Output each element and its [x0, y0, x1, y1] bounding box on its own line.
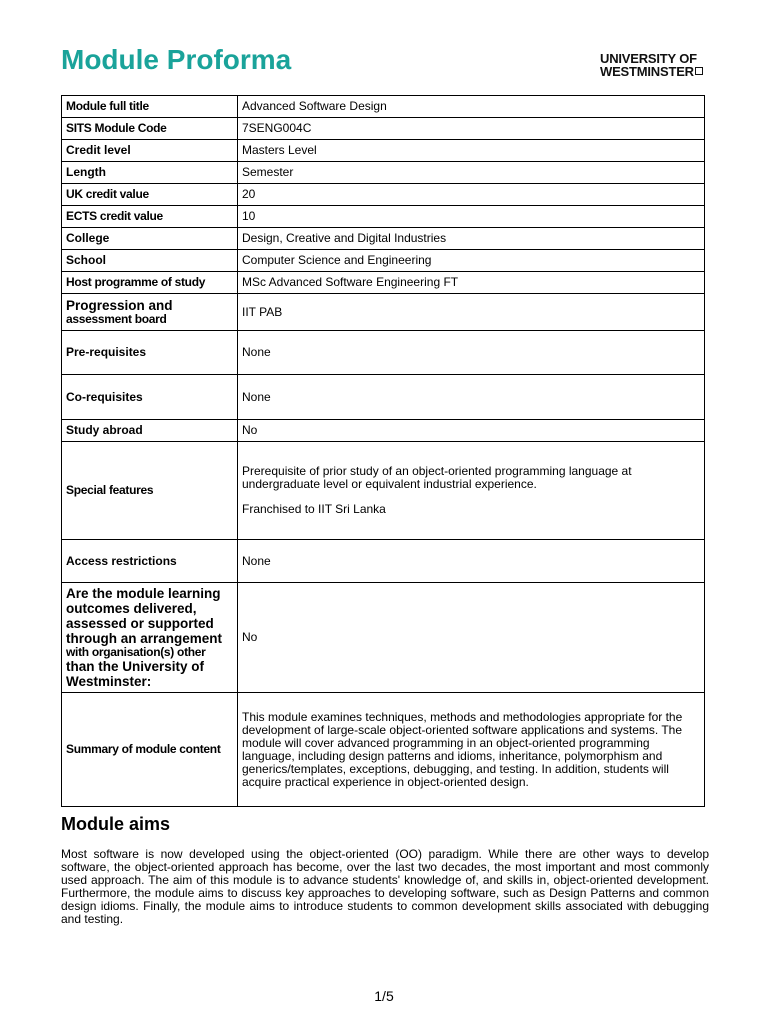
- crest-icon: [695, 67, 703, 75]
- table-row: [62, 228, 705, 250]
- row-label: UK credit value: [62, 184, 238, 206]
- row-value: Design, Creative and Digital Industries: [238, 228, 705, 250]
- logo-line-2: WESTMINSTER: [600, 65, 703, 78]
- row-value: 10: [238, 206, 705, 228]
- row-label: School: [62, 250, 238, 272]
- row-label: Credit level: [62, 140, 238, 162]
- table-row: [62, 331, 705, 375]
- logo-line-1: UNIVERSITY OF: [600, 51, 697, 66]
- row-value: No: [238, 420, 705, 442]
- row-value: Computer Science and Engineering: [238, 250, 705, 272]
- row-value: Prerequisite of prior study of an object-oriented programming language at undergraduate level or equivalent industrial experience. Franchised to IIT Sri Lanka: [238, 442, 705, 540]
- row-label: Progression and assessment board: [62, 294, 238, 331]
- table-row: [62, 250, 705, 272]
- table-row: [62, 96, 705, 118]
- row-label: Access restrictions: [62, 540, 238, 583]
- table-row: [62, 162, 705, 184]
- row-value: MSc Advanced Software Engineering FT: [238, 272, 705, 294]
- row-value: This module examines techniques, methods and methodologies appropriate for the development of large-scale object-oriented software applications and systems. The module will cover advanced programming in an object-oriented programming language, including design patterns and idioms, inheritance, polymorphism and generics/templates, exceptions, debugging, and testing. In addition, students will acquire practical experience in object-oriented design.: [238, 693, 705, 807]
- row-value: 20: [238, 184, 705, 206]
- row-value: Masters Level: [238, 140, 705, 162]
- university-logo: [600, 52, 703, 78]
- table-row: [62, 442, 705, 540]
- row-label: College: [62, 228, 238, 250]
- row-label: Pre-requisites: [62, 331, 238, 375]
- row-label: Length: [62, 162, 238, 184]
- table-row: [62, 294, 705, 331]
- row-value: None: [238, 375, 705, 420]
- row-label: Summary of module content: [62, 693, 238, 807]
- table-row: [62, 693, 705, 807]
- table-row: [62, 420, 705, 442]
- row-label: Module full title: [62, 96, 238, 118]
- page-title: Module Proforma: [61, 44, 292, 75]
- table-row: [62, 375, 705, 420]
- row-label: SITS Module Code: [62, 118, 238, 140]
- row-label: Study abroad: [62, 420, 238, 442]
- row-value: None: [238, 331, 705, 375]
- table-row: [62, 583, 705, 693]
- row-value: No: [238, 583, 705, 693]
- table-row: [62, 118, 705, 140]
- table-row: [62, 140, 705, 162]
- page-number: 1/5: [374, 988, 394, 1004]
- table-row: [62, 272, 705, 294]
- row-value: Semester: [238, 162, 705, 184]
- table-row: [62, 206, 705, 228]
- row-label: ECTS credit value: [62, 206, 238, 228]
- row-value: 7SENG004C: [238, 118, 705, 140]
- row-value: None: [238, 540, 705, 583]
- row-label: Are the module learning outcomes delivered, assessed or supported through an arrangement with organisation(s) other than the University of Westminster:: [62, 583, 238, 693]
- row-value: Advanced Software Design: [238, 96, 705, 118]
- row-label: Host programme of study: [62, 272, 238, 294]
- row-value: IIT PAB: [238, 294, 705, 331]
- row-label: Co-requisites: [62, 375, 238, 420]
- table-row: [62, 540, 705, 583]
- row-label: Special features: [62, 442, 238, 540]
- module-details-table: [61, 95, 705, 807]
- module-aims-text: Most software is now developed using the object-oriented (OO) paradigm. While there are other ways to develop software, the object-oriented approach has become, over the last two decades, the most important and most commonly used approach. The aim of this module is to advance students' knowledge of, and skills in, object-oriented development. Furthermore, the module aims to discuss key approaches to developing software, such as Design Patterns and common design idioms. Finally, the module aims to introduce students to common development skills associated with debugging and testing.: [61, 847, 709, 926]
- module-aims-heading: Module aims: [61, 814, 171, 834]
- table-row: [62, 184, 705, 206]
